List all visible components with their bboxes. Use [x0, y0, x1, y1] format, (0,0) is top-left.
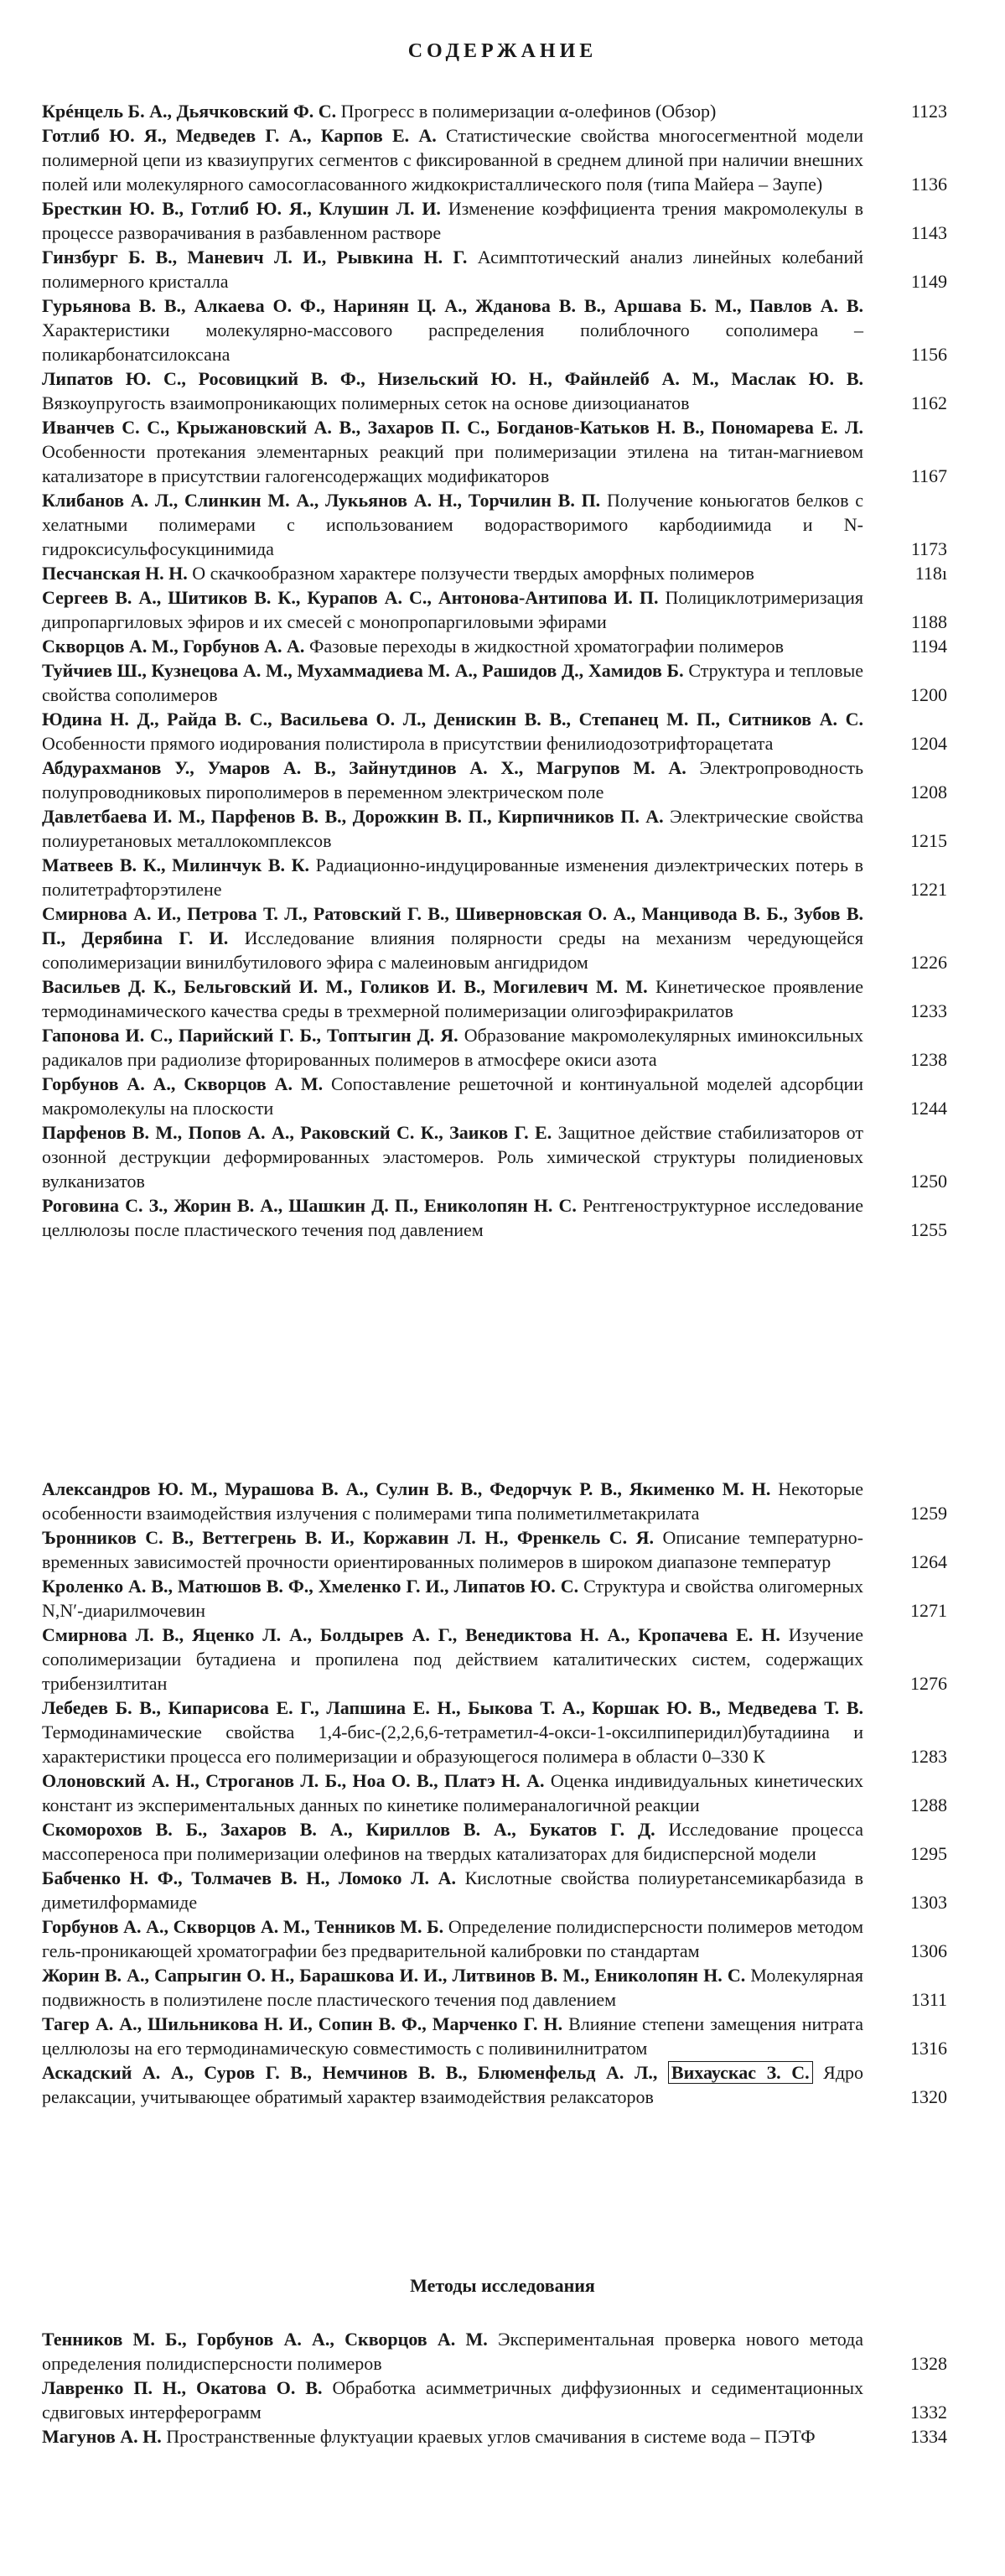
toc-entry-body — [42, 1768, 947, 1817]
toc-entry-page-number: 1221 — [910, 879, 947, 900]
toc-entry — [42, 1768, 947, 1817]
toc-entry-title: Экспериментальная проверка нового метода определения полидисперсности полимеров — [42, 2329, 864, 2374]
toc-entry — [42, 1817, 947, 1866]
toc-entry-page-number: 1156 — [910, 344, 947, 365]
toc-entry-authors: Смирнова Л. В., Яценко Л. А., Болдырев А. Г., Венедиктова Н. А., Кропачева Е. Н. — [42, 1624, 780, 1645]
toc-entry — [42, 561, 947, 585]
toc-entry-title: Структура и тепловые свойства сополимеров — [42, 660, 864, 705]
toc-entry-authors: Крéнцель Б. А., Дьячковский Ф. С. — [42, 101, 337, 122]
toc-entry-page-number: 1316 — [910, 2038, 947, 2059]
toc-entry-body — [42, 1963, 947, 2012]
toc-entry-authors: Александров Ю. М., Мурашова В. А., Сулин В. В., Федорчук Р. В., Якименко М. Н. — [42, 1478, 771, 1499]
toc-entry-page-number: 1200 — [910, 684, 947, 705]
toc-entry-body — [42, 293, 947, 366]
toc-entry-body — [42, 1023, 947, 1072]
toc-entry — [42, 974, 947, 1023]
toc-entry-title: Вязкоупругость взаимопроникающих полимерных сеток на основе диизоцианатов — [42, 392, 690, 413]
toc-entry — [42, 1963, 947, 2012]
toc-entry-body — [42, 415, 947, 488]
toc-entry — [42, 245, 947, 293]
toc-entry-title: Изучение сополимеризации бутадиена и пропилена под действием каталитических систем, содержащих трибензилтитан — [42, 1624, 863, 1694]
toc-entry-title: Ядро релаксации, учитывающее обратимый характер взаимодействия релаксаторов — [42, 2062, 864, 2107]
toc-entry-body — [42, 901, 947, 974]
toc-entry — [42, 2424, 947, 2449]
toc-entry-title: Полициклотримеризация дипропаргиловых эфиров и их смесей с монопропаргиловыми эфирами — [42, 587, 864, 632]
toc-entry-body — [42, 1193, 947, 1242]
toc-entry-authors: Песчанская Н. Н. — [42, 563, 188, 584]
toc-entry-body — [42, 1072, 947, 1120]
toc-entry-body — [42, 1525, 947, 1574]
toc-entry-body — [42, 2012, 947, 2060]
toc-entry-authors: Горбунов А. А., Скворцов А. М., Тенников М. Б. — [42, 1916, 444, 1937]
toc-entry — [42, 2060, 947, 2109]
toc-entry — [42, 488, 947, 561]
toc-entry-page-number: 1334 — [910, 2426, 947, 2447]
toc-entry-authors: Жорин В. А., Сапрыгин О. Н., Барашкова И. И., Литвинов В. М., Ениколопян Н. С. — [42, 1965, 746, 1986]
toc-entry-body — [42, 658, 947, 707]
toc-entry-body — [42, 2060, 947, 2109]
toc-entry-page-number: 1250 — [910, 1171, 947, 1192]
toc-entry-body — [42, 1120, 947, 1193]
toc-entry-authors: Гинзбург Б. В., Маневич Л. И., Рывкина Н. Г. — [42, 247, 468, 267]
toc-entry — [42, 585, 947, 634]
toc-entry-page-number: 1173 — [910, 538, 947, 559]
toc-entry-title: Характеристики молекулярно-массового распределения полиблочного сополимера – поликарбонатсилоксана — [42, 319, 863, 365]
toc-entry-authors: Абдурахманов У., Умаров А. В., Зайнутдинов А. Х., Магрупов М. А. — [42, 757, 686, 778]
toc-entry — [42, 804, 947, 853]
toc-entry-page-number: 1194 — [910, 636, 947, 657]
toc-entry-authors: Гурьянова В. В., Алкаева О. Ф., Наринян Ц. А., Жданова В. В., Аршава Б. М., Павлов А. В. — [42, 295, 863, 316]
toc-entry-page-number: 1306 — [910, 1940, 947, 1961]
toc-entry — [42, 1696, 947, 1768]
toc-entry-title: Получение коньюгатов белков с хелатными полимерами с использованием водорастворимого карбодиимида и N-гидроксисульфосукцинимида — [42, 490, 863, 559]
toc-entry-title: Прогресс в полимеризации α-олефинов (Обзор) — [340, 101, 717, 122]
toc-entry-page-number: 118ı — [914, 563, 947, 584]
toc-entry-authors: Скоморохов В. Б., Захаров В. А., Кириллов В. А., Букатов Г. Д. — [42, 1819, 655, 1840]
toc-entry-title: Кинетическое проявление термодинамического качества среды в трехмерной полимеризации олигоэфиракрилатов — [42, 976, 863, 1021]
toc-entry-body — [42, 366, 947, 415]
toc-entry-authors: Магунов А. Н. — [42, 2426, 162, 2447]
toc-entry-page-number: 1259 — [910, 1503, 947, 1524]
toc-entry — [42, 415, 947, 488]
toc-entry — [42, 853, 947, 901]
toc-entry-title: Структура и свойства олигомерных N,N′-диарилмочевин — [42, 1576, 863, 1621]
toc-entry-body — [42, 804, 947, 853]
toc-entry — [42, 901, 947, 974]
toc-entry-title: Статистические свойства многосегментной модели полимерной цепи из квазиупругих сегментов с фиксированной в среднем длиной при наличии внешних полей или молекулярного самосогласованного жидкокристаллического поля (типа Майера – Заупе) — [42, 125, 863, 195]
toc-entry-body — [42, 974, 947, 1023]
toc-entry-title: Некоторые особенности взаимодействия излучения с полимерами типа полиметилметакрилата — [42, 1478, 864, 1524]
toc-entry-authors: Олоновский А. Н., Строганов Л. Б., Ноа О. В., Платэ Н. А. — [42, 1770, 545, 1791]
toc-entry-title: Радиационно-индуцированные изменения диэлектрических потерь в политетрафторэтилене — [42, 854, 863, 900]
toc-entry-authors: Кроленко А. В., Матюшов В. Ф., Хмеленко Г. И., Липатов Ю. С. — [42, 1576, 579, 1597]
toc-entry-page-number: 1271 — [910, 1600, 947, 1621]
toc-entry-body — [42, 707, 947, 756]
toc-entry-body — [42, 488, 947, 561]
toc-entry-title: Фазовые переходы в жидкостной хроматографии полимеров — [308, 636, 784, 657]
toc-entry — [42, 293, 947, 366]
toc-entry-body — [42, 2327, 947, 2376]
toc-entry-authors: Горбунов А. А., Скворцов А. М. — [42, 1073, 324, 1094]
toc-entry-title: Исследование процесса массопереноса при полимеризации олефинов на твердых катализаторах для бидисперсной модели — [42, 1819, 864, 1864]
toc-entry — [42, 366, 947, 415]
toc-entry-body — [42, 2424, 947, 2449]
toc-entry-authors: Туйчиев Ш., Кузнецова А. М., Мухаммадиева М. А., Рашидов Д., Хамидов Б. — [42, 660, 684, 681]
toc-entry-page-number: 1288 — [910, 1794, 947, 1815]
toc-entry-authors: Готлиб Ю. Я., Медведев Г. А., Карпов Е. А. — [42, 125, 437, 146]
toc-entry-title: Защитное действие стабилизаторов от озонной деструкции деформированных эластомеров. Роль химической структуры полидиеновых вулканизатов — [42, 1122, 863, 1192]
toc-entry-title: Определение полидисперсности полимеров методом гель-проникающей хроматографии без предварительной калибровки по стандартам — [42, 1916, 864, 1961]
toc-entry-page-number: 1328 — [910, 2353, 947, 2374]
toc-entry — [42, 707, 947, 756]
toc-entry-page-number: 1238 — [910, 1049, 947, 1070]
toc-entry-page-number: 1136 — [910, 174, 947, 195]
toc-entry-body — [42, 561, 947, 585]
toc-entry-body — [42, 2376, 947, 2424]
toc-entry — [42, 1623, 947, 1696]
toc-entry-page-number: 1255 — [910, 1219, 947, 1240]
toc-entry-authors: Тенников М. Б., Горбунов А. А., Скворцов А. М. — [42, 2329, 488, 2350]
toc-entry-authors: Смирнова А. И., Петрова Т. Л., Ратовский Г. В., Шиверновская О. А., Манцивода В. Б., Зубов В. П., Дерябина Г. И. — [42, 903, 863, 948]
toc-entry-authors: Матвеев В. К., Милинчук В. К. — [42, 854, 310, 875]
toc-entry-body — [42, 853, 947, 901]
toc-entry-title: Электрические свойства полиуретановых металлокомплексов — [42, 806, 864, 851]
toc-entry-body — [42, 756, 947, 804]
toc-entry-authors: Бресткин Ю. В., Готлиб Ю. Я., Клушин Л. И. — [42, 198, 441, 219]
toc-entry — [42, 2376, 947, 2424]
toc-entry — [42, 1914, 947, 1963]
toc-entry — [42, 99, 947, 123]
toc-entry-body — [42, 1817, 947, 1866]
toc-entry-title: Сопоставление решеточной и континуальной моделей адсорбции макромолекулы на плоскости — [42, 1073, 864, 1119]
toc-entry-page-number: 1295 — [910, 1843, 947, 1864]
toc-entry-body — [42, 585, 947, 634]
toc-entry-title: Особенности прямого иодирования полистирола в присутствии фенилиодозотрифторацетата — [42, 733, 774, 754]
toc-entry-title: Обработка асимметричных диффузионных и седиментационных сдвиговых интерферограмм — [42, 2377, 864, 2423]
toc-entry-body — [42, 1696, 947, 1768]
toc-entry-authors: Клибанов А. Л., Слинкин М. А., Лукьянов А. Н., Торчилин В. П. — [42, 490, 601, 511]
toc-entry-body — [42, 99, 947, 123]
toc-entry — [42, 123, 947, 196]
toc-entry-authors: Васильев Д. К., Бельговский И. М., Голиков И. В., Могилевич М. М. — [42, 976, 648, 997]
toc-entry — [42, 196, 947, 245]
toc-entry-body — [42, 123, 947, 196]
toc-entry-title: Влияние степени замещения нитрата целлюлозы на его термодинамическую совместимость с поливинилнитратом — [42, 2013, 864, 2059]
toc-entry-body — [42, 1914, 947, 1963]
toc-entry-page-number: 1303 — [910, 1892, 947, 1913]
toc-entry-title: Молекулярная подвижность в полиэтилене после пластического течения под давлением — [42, 1965, 863, 2010]
toc-entry-deceased-author: Вихаускас З. С. — [668, 2061, 813, 2084]
page-title: СОДЕРЖАНИЕ — [407, 40, 598, 62]
toc-entry-title: Исследование влияния полярности среды на механизм чередующейся сополимеризации винилбутилового эфира с малеиновым ангидридом — [42, 927, 863, 973]
toc-entry-title: Оценка индивидуальных кинетических констант из экспериментальных данных по кинетике полимераналогичной реакции — [42, 1770, 864, 1815]
toc-entry — [42, 2012, 947, 2060]
toc-entry-page-number: 1123 — [910, 101, 947, 122]
toc-entry-page-number: 1167 — [910, 465, 947, 486]
toc-entry-page-number: 1149 — [910, 271, 947, 292]
toc-entry-authors: Парфенов В. М., Попов А. А., Раковский С. К., Заиков Г. Е. — [42, 1122, 552, 1143]
toc-entry-authors: Бабченко Н. Ф., Толмачев В. Н., Ломоко Л. А. — [42, 1867, 456, 1888]
toc-entry-page-number: 1215 — [910, 830, 947, 851]
toc-entry-authors: Роговина С. З., Жорин В. А., Шашкин Д. П., Ениколопян Н. С. — [42, 1195, 577, 1216]
toc-entry-authors: Липатов Ю. С., Росовицкий В. Ф., Низельский Ю. Н., Файнлейб А. М., Маслак Ю. В. — [42, 368, 863, 389]
toc-entry-authors: Скворцов А. М., Горбунов А. А. — [42, 636, 305, 657]
toc-entry-title: Электропроводность полупроводниковых пирополимеров в переменном электрическом поле — [42, 757, 863, 802]
toc-entry-title: О скачкообразном характере ползучести твердых аморфных полимеров — [192, 563, 754, 584]
toc-entry-body — [42, 1477, 947, 1525]
toc-entry-body — [42, 1866, 947, 1914]
toc-entry — [42, 756, 947, 804]
toc-entry — [42, 1072, 947, 1120]
toc-entry — [42, 2327, 947, 2376]
toc-entry-page-number: 1332 — [910, 2402, 947, 2423]
toc-entry — [42, 1477, 947, 1525]
toc-entry-title: Кислотные свойства полиуретансемикарбазида в диметилформамиде — [42, 1867, 863, 1913]
toc-entry-page-number: 1208 — [910, 782, 947, 802]
toc-entry-page-number: 1204 — [910, 733, 947, 754]
toc-entry-page-number: 1244 — [910, 1098, 947, 1119]
toc-entry-authors: Иванчев С. С., Крыжановский А. В., Захаров П. С., Богданов-Катьков Н. В., Пономарева Е. Л. — [42, 417, 863, 438]
toc-entry-body — [42, 1574, 947, 1623]
toc-entry — [42, 658, 947, 707]
toc-entry-title: Рентгеноструктурное исследование целлюлозы после пластического течения под давлением — [42, 1195, 863, 1240]
toc-entry-page-number: 1264 — [910, 1551, 947, 1572]
toc-entry-body — [42, 1623, 947, 1696]
toc-entry-page-number: 1311 — [910, 1989, 947, 2010]
toc-entry-authors: Гапонова И. С., Парийский Г. Б., Топтыгин Д. Я. — [42, 1025, 458, 1046]
toc-entry-page-number: 1233 — [910, 1000, 947, 1021]
toc-entry-authors: Юдина Н. Д., Райда В. С., Васильева О. Л., Денискин В. В., Степанец М. П., Ситников А. С. — [42, 709, 863, 730]
toc-entry-page-number: 1226 — [910, 952, 947, 973]
toc-entry — [42, 1120, 947, 1193]
toc-entry-title: Термодинамические свойства 1,4-бис-(2,2,6,6-тетраметил-4-окси-1-оксилпиперидил)бутадиина и характеристики процесса его полимеризации и образующегося полимера в области 0–330 К — [42, 1722, 863, 1767]
toc-entry-page-number: 1162 — [910, 392, 947, 413]
toc-entry-authors: Сергеев В. А., Шитиков В. К., Курапов А. С., Антонова-Антипова И. П. — [42, 587, 659, 608]
toc-entry — [42, 634, 947, 658]
toc-entry-title: Описание температурно-временных зависимостей прочности ориентированных полимеров в широком диапазоне температур — [42, 1527, 863, 1572]
toc-entry-page-number: 1276 — [910, 1673, 947, 1694]
toc-entry — [42, 1574, 947, 1623]
toc-entry-title: Особенности протекания элементарных реакций при полимеризации этилена на титан-магниевом катализаторе в присутствии галогенсодержащих модификаторов — [42, 441, 863, 486]
toc-entry-body — [42, 245, 947, 293]
toc-entry-authors: Лебедев Б. В., Кипарисова Е. Г., Лапшина Е. Н., Быкова Т. А., Коршак Ю. В., Медведева Т. В. — [42, 1697, 863, 1718]
toc-section-short-communications — [42, 1477, 947, 2109]
toc-entry-authors: Ъронников С. В., Веттегрень В. И., Коржавин Л. Н., Френкель С. Я. — [42, 1527, 655, 1548]
toc-entry-authors: Тагер А. А., Шильникова Н. И., Сопин В. Ф., Марченко Г. Н. — [42, 2013, 563, 2034]
toc-entry — [42, 1193, 947, 1242]
toc-entry-body — [42, 196, 947, 245]
toc-entry-title: Асимптотический анализ линейных колебаний полимерного кристалла — [42, 247, 864, 292]
section-heading-methods: Методы исследования — [410, 2275, 595, 2296]
toc-entry-page-number: 1188 — [910, 611, 947, 632]
toc-entry — [42, 1525, 947, 1574]
toc-entry-authors: Аскадский А. А., Суров Г. В., Немчинов В. В., Блюменфельд А. Л., — [42, 2062, 658, 2083]
toc-entry — [42, 1866, 947, 1914]
toc-entry-page-number: 1283 — [910, 1746, 947, 1767]
toc-section-methods — [42, 2327, 947, 2449]
toc-entry-body — [42, 634, 947, 658]
toc-section-main — [42, 99, 947, 1242]
toc-entry-page-number: 1320 — [910, 2086, 947, 2107]
toc-entry-title: Образование макромолекулярных иминоксильных радикалов при радиолизе фторированных полимеров в атмосфере окиси азота — [42, 1025, 863, 1070]
toc-entry-title: Изменение коэффициента трения макромолекулы в процессе разворачивания в разбавленном растворе — [42, 198, 863, 243]
toc-entry-page-number: 1143 — [910, 222, 947, 243]
toc-entry-title: Пространственные флуктуации краевых углов смачивания в системе вода – ПЭТФ — [166, 2426, 816, 2447]
toc-entry-authors: Лавренко П. Н., Окатова О. В. — [42, 2377, 323, 2398]
toc-entry-authors: Давлетбаева И. М., Парфенов В. В., Дорожкин В. П., Кирпичников П. А. — [42, 806, 664, 827]
toc-entry — [42, 1023, 947, 1072]
